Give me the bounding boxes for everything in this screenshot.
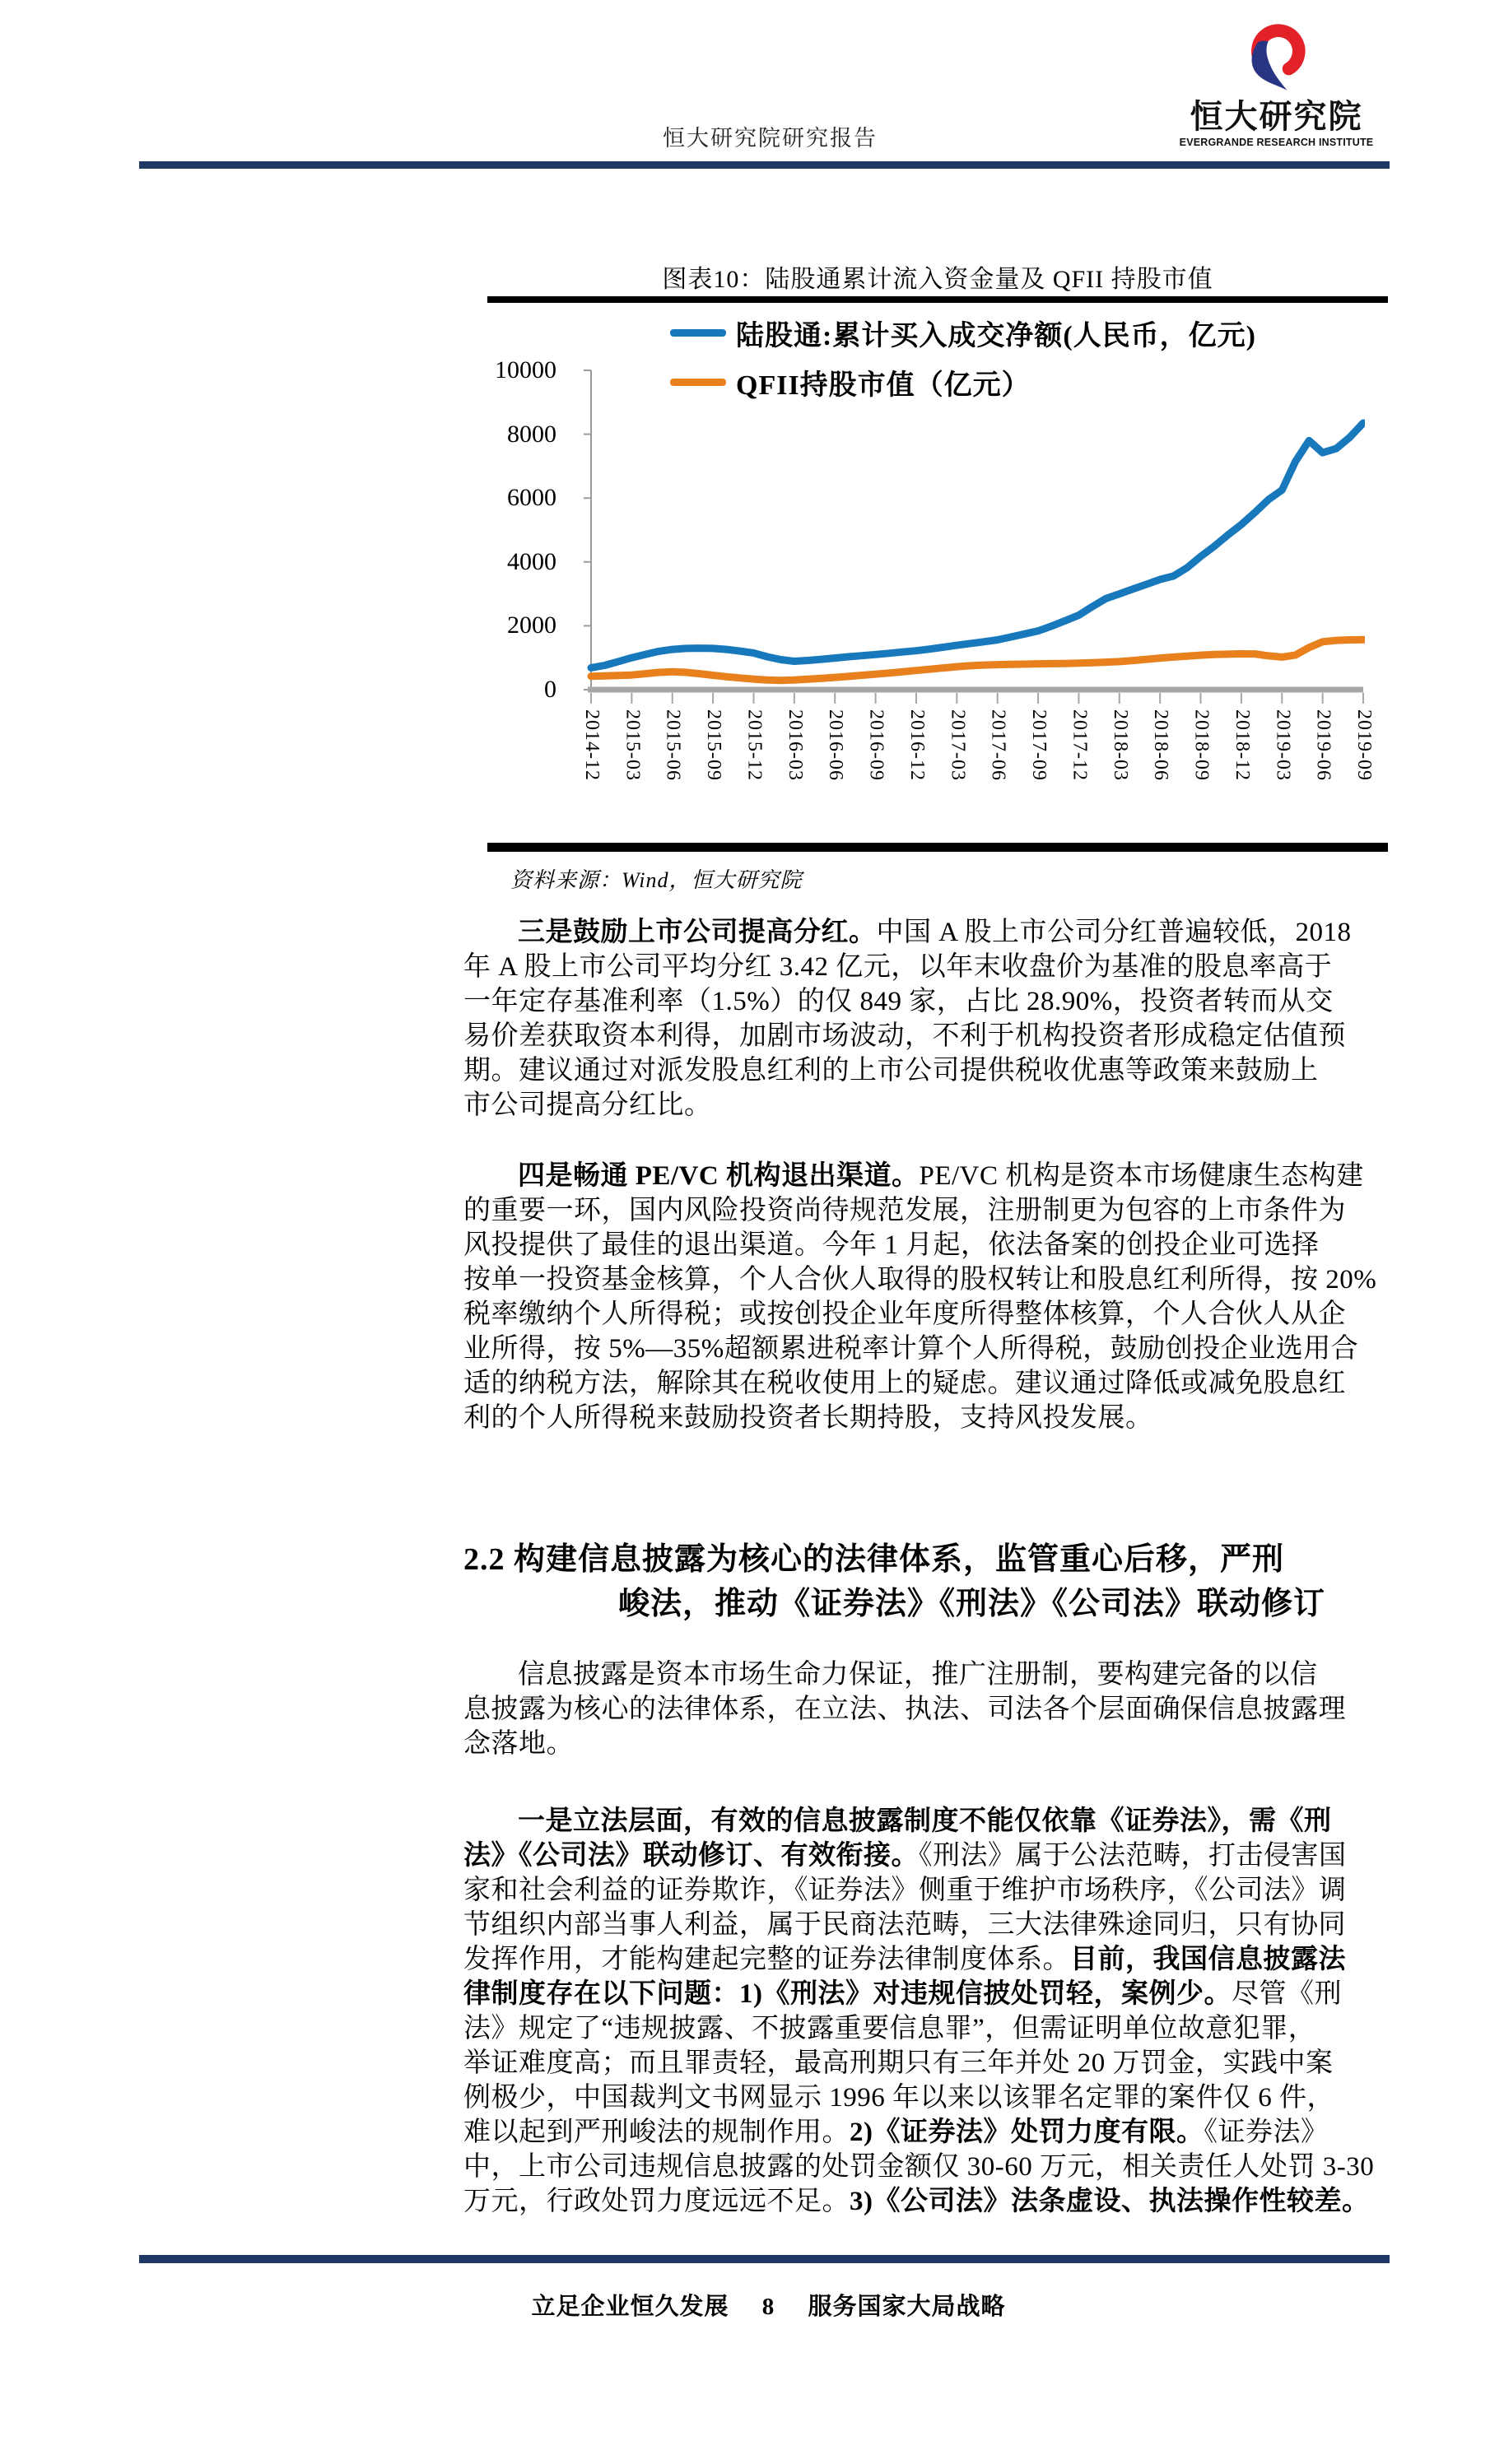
footer-motto-left: 立足企业恒久发展 bbox=[531, 2294, 729, 2320]
x-tick-label: 2017-03 bbox=[947, 709, 969, 781]
footer-rule bbox=[139, 2255, 1390, 2263]
x-tick-label: 2016-06 bbox=[825, 709, 847, 781]
y-tick-label: 6000 bbox=[507, 484, 556, 512]
text-line: 中，上市公司违规信息披露的处罚金额仅 30-60 万元，相关责任人处罚 3-30 bbox=[463, 2152, 1375, 2182]
x-tick-label: 2015-09 bbox=[703, 709, 725, 781]
y-tick-label: 0 bbox=[544, 676, 556, 703]
logo-en-text: EVERGRANDE RESEARCH INSTITUTE bbox=[1179, 137, 1374, 148]
text-line: 万元，行政处罚力度远远不足。3)《公司法》法条虚设、执法操作性较差。 bbox=[463, 2187, 1370, 2216]
text-line: 法》规定了“违规披露、不披露重要信息罪”，但需证明单位故意犯罪， bbox=[463, 2014, 1316, 2043]
text-line: 利的个人所得税来鼓励投资者长期持股，支持风投发展。 bbox=[463, 1403, 1153, 1433]
paragraph-legislation bbox=[463, 1804, 1375, 2219]
text-line: 法》《公司法》联动修订、有效衔接。《刑法》属于公法范畴，打击侵害国 bbox=[463, 1841, 1347, 1871]
footer-motto-right: 服务国家大局战略 bbox=[808, 2294, 1006, 2320]
x-tick-label: 2016-03 bbox=[784, 709, 806, 781]
text-line: 市公司提高分红比。 bbox=[463, 1090, 712, 1120]
paragraph-pe-vc-exit bbox=[463, 1159, 1377, 1435]
text-line: 风投提供了最佳的退出渠道。今年 1 月起，依法备案的创投企业可选择 bbox=[463, 1230, 1320, 1260]
x-tick-label: 2015-03 bbox=[622, 709, 644, 781]
text-line: 一年定存基准利率（1.5%）的仅 849 家，占比 28.90%，投资者转而从交 bbox=[463, 987, 1334, 1016]
x-tick-label: 2015-06 bbox=[662, 709, 684, 781]
legend-label-qfii: QFII持股市值（亿元） bbox=[736, 370, 1031, 401]
x-tick-label: 2018-06 bbox=[1150, 709, 1172, 781]
x-tick-label: 2018-03 bbox=[1109, 709, 1131, 781]
text-line: 三是鼓励上市公司提高分红。中国 A 股上市公司分红普遍较低，2018 bbox=[518, 918, 1352, 947]
y-tick-label: 10000 bbox=[495, 356, 556, 384]
x-tick-label: 2014-12 bbox=[581, 709, 603, 781]
text-line: 年 A 股上市公司平均分红 3.42 亿元，以年末收盘价为基准的股息率高于 bbox=[463, 952, 1333, 982]
legend-label-lugutong: 陆股通:累计买入成交净额(人民币，亿元) bbox=[736, 321, 1256, 351]
text-line: 业所得，按 5%—35%超额累进税率计算个人所得税，鼓励创投企业选用合 bbox=[463, 1334, 1359, 1364]
x-tick-label: 2015-12 bbox=[743, 709, 766, 781]
y-tick-label: 8000 bbox=[507, 420, 556, 448]
x-tick-label: 2018-09 bbox=[1190, 709, 1213, 781]
text-line: 四是畅通 PE/VC 机构退出渠道。PE/VC 机构是资本市场健康生态构建 bbox=[518, 1161, 1364, 1191]
x-tick-label: 2017-06 bbox=[987, 709, 1009, 781]
y-tick-label: 2000 bbox=[507, 611, 556, 639]
section-heading-2-2 bbox=[463, 1537, 1372, 1626]
figure-chart10 bbox=[487, 265, 1388, 894]
x-tick-label: 2016-09 bbox=[865, 709, 887, 781]
text-line: 发挥作用，才能构建起完整的证券法律制度体系。目前，我国信息披露法 bbox=[463, 1945, 1346, 1974]
text-line: 念落地。 bbox=[463, 1729, 574, 1759]
text-line: 息披露为核心的法律体系，在立法、执法、司法各个层面确保信息披露理 bbox=[463, 1695, 1346, 1724]
header-report-label: 恒大研究院研究报告 bbox=[663, 126, 878, 151]
x-tick-label: 2017-09 bbox=[1028, 709, 1050, 781]
evergrande-logo-icon bbox=[1234, 16, 1320, 95]
x-tick-label: 2019-06 bbox=[1312, 709, 1334, 781]
figure-bottom-rule bbox=[487, 843, 1388, 852]
text-line: 适的纳税方法，解除其在税收使用上的疑虑。建议通过降低或减免股息红 bbox=[463, 1369, 1346, 1398]
text-line: 难以起到严刑峻法的规制作用。2)《证券法》处罚力度有限。《证券法》 bbox=[463, 2118, 1329, 2147]
text-line: 例极少，中国裁判文书网显示 1996 年以来以该罪名定罪的案件仅 6 件， bbox=[463, 2083, 1334, 2113]
legend-item-lugutong bbox=[670, 313, 1256, 353]
text-line: 一是立法层面，有效的信息披露制度不能仅依靠《证券法》，需《刑 bbox=[518, 1806, 1332, 1836]
text-line: 税率缴纳个人所得税；或按创投企业年度所得整体核算，个人合伙人从企 bbox=[463, 1299, 1346, 1329]
source-note: 资料来源：Wind，恒大研究院 bbox=[510, 868, 803, 892]
figure-title: 图表10：陆股通累计流入资金量及 QFII 持股市值 bbox=[662, 266, 1213, 293]
logo-cn-text: 恒大研究院 bbox=[1190, 99, 1363, 135]
text-line: 按单一投资基金核算，个人合伙人取得的股权转让和股息红利所得，按 20% bbox=[463, 1265, 1377, 1295]
page-number: 8 bbox=[761, 2294, 775, 2320]
x-tick-label: 2019-03 bbox=[1272, 709, 1294, 781]
logo bbox=[1176, 16, 1377, 148]
paragraph-disclosure-intro bbox=[463, 1657, 1372, 1761]
footer bbox=[16, 2288, 1504, 2322]
x-tick-label: 2016-12 bbox=[906, 709, 928, 781]
figure-top-rule bbox=[487, 296, 1388, 303]
chart-area bbox=[487, 303, 1388, 843]
x-tick-label: 2019-09 bbox=[1353, 709, 1375, 781]
x-tick-label: 2018-12 bbox=[1231, 709, 1253, 781]
paragraph-dividends bbox=[463, 915, 1372, 1123]
legend-line-blue-icon bbox=[670, 329, 726, 337]
text-line: 期。建议通过对派发股息红利的上市公司提供税收优惠等政策来鼓励上 bbox=[463, 1056, 1319, 1086]
text-line: 易价差获取资本利得，加剧市场波动，不利于机构投资者形成稳定估值预 bbox=[463, 1021, 1346, 1051]
plot-svg bbox=[566, 364, 1365, 718]
text-line: 信息披露是资本市场生命力保证，推广注册制，要构建完备的以信 bbox=[518, 1660, 1318, 1690]
text-line: 举证难度高；而且罪责轻，最高刑期只有三年并处 20 万罚金，实践中案 bbox=[463, 2048, 1334, 2078]
text-line: 的重要一环，国内风险投资尚待规范发展，注册制更为包容的上市条件为 bbox=[463, 1196, 1346, 1225]
section-heading-line1: 2.2 构建信息披露为核心的法律体系，监管重心后移，严刑 bbox=[463, 1542, 1285, 1577]
text-line: 节组织内部当事人利益，属于民商法范畴，三大法律殊途同归，只有协同 bbox=[463, 1910, 1346, 1940]
text-line: 家和社会利益的证券欺诈，《证券法》侧重于维护市场秩序，《公司法》调 bbox=[463, 1876, 1347, 1905]
y-tick-label: 4000 bbox=[507, 547, 556, 575]
header-rule bbox=[139, 161, 1390, 169]
text-line: 律制度存在以下问题：1)《刑法》对违规信披处罚轻，案例少。尽管《刑 bbox=[463, 1979, 1342, 2009]
section-heading-line2: 峻法，推动《证券法》《刑法》《公司法》联动修订 bbox=[618, 1587, 1326, 1621]
x-tick-label: 2017-12 bbox=[1069, 709, 1091, 781]
